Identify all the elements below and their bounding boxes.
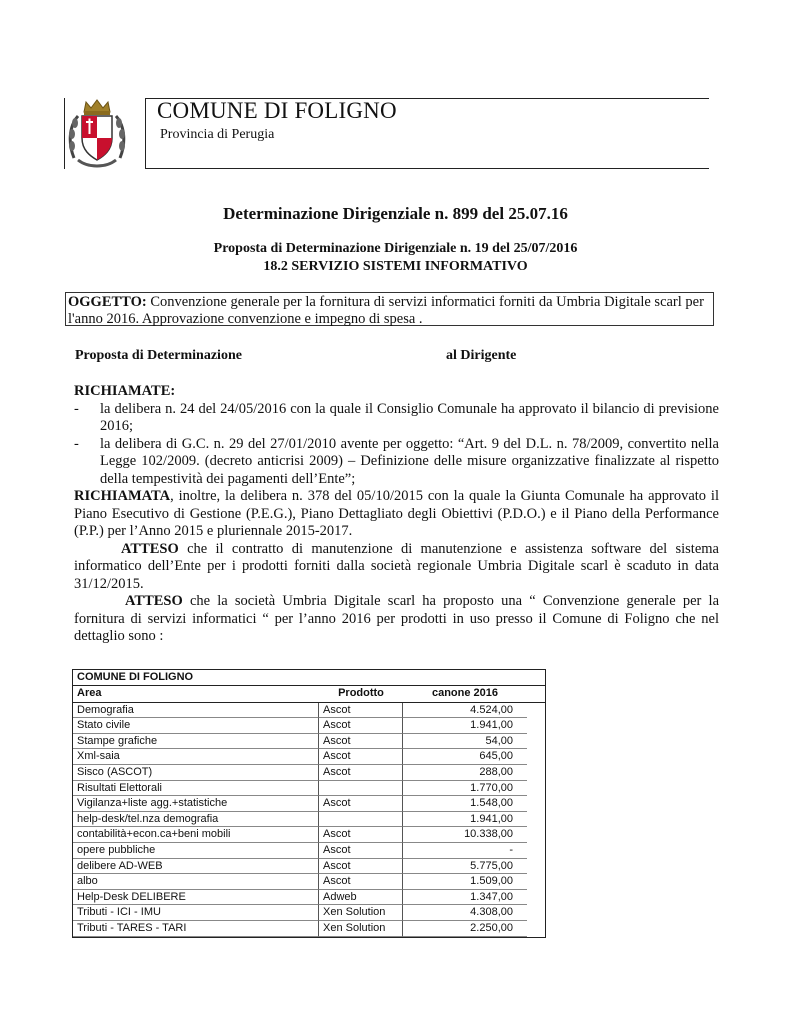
servizio-name: 18.2 SERVIZIO SISTEMI INFORMATIVO <box>263 259 528 274</box>
cell-prodotto: Ascot <box>319 718 403 734</box>
cell-canone: 4.524,00 <box>403 703 527 719</box>
table-row <box>73 765 545 781</box>
header-left-rule <box>64 98 65 169</box>
cell-prodotto: Ascot <box>319 703 403 719</box>
table-row <box>73 812 545 828</box>
oggetto-text: Convenzione generale per la fornitura di servizi informatici forniti da Umbria Digitale scarl per l'anno 2016. Approvazione convenzione e impegno di spesa . <box>68 294 704 327</box>
cell-canone: 2.250,00 <box>403 921 527 937</box>
table-body <box>73 703 545 937</box>
table-row <box>73 859 545 875</box>
list-item <box>74 436 719 489</box>
richiamata-label: RICHIAMATA <box>74 488 171 504</box>
cell-canone: 1.509,00 <box>403 874 527 890</box>
table-caption: COMUNE DI FOLIGNO <box>73 670 545 686</box>
cell-canone: 288,00 <box>403 765 527 781</box>
oggetto-box <box>65 292 714 326</box>
cell-prodotto: Ascot <box>319 734 403 750</box>
cell-prodotto: Ascot <box>319 859 403 875</box>
column-header-prodotto: Prodotto <box>338 687 384 699</box>
table-header-row <box>73 686 545 703</box>
cell-canone: 5.775,00 <box>403 859 527 875</box>
atteso-label: ATTESO <box>121 540 179 557</box>
cell-prodotto: Xen Solution <box>319 921 403 937</box>
cell-canone: 645,00 <box>403 749 527 765</box>
atteso-paragraph <box>74 541 719 594</box>
table-row <box>73 921 545 937</box>
cell-area: Risultati Elettorali <box>73 781 319 797</box>
cell-prodotto: Ascot <box>319 796 403 812</box>
column-header-canone: canone 2016 <box>431 687 499 699</box>
cell-prodotto: Ascot <box>319 749 403 765</box>
body-text <box>74 383 719 646</box>
cell-canone: 1.548,00 <box>403 796 527 812</box>
table-row <box>73 718 545 734</box>
cell-prodotto: Ascot <box>319 843 403 859</box>
cell-prodotto <box>319 812 403 828</box>
cell-canone: 4.308,00 <box>403 905 527 921</box>
table-row <box>73 734 545 750</box>
list-dash: - <box>74 435 79 452</box>
cell-area: Stato civile <box>73 718 319 734</box>
coat-of-arms-icon <box>66 98 128 170</box>
cell-canone: - <box>403 843 527 859</box>
cell-area: Vigilanza+liste agg.+statistiche <box>73 796 319 812</box>
table-row <box>73 749 545 765</box>
richiamate-heading: RICHIAMATE: <box>74 383 176 399</box>
cell-canone: 10.338,00 <box>403 827 527 843</box>
cell-canone: 1.347,00 <box>403 890 527 906</box>
org-province: Provincia di Perugia <box>160 127 275 142</box>
cell-prodotto: Ascot <box>319 827 403 843</box>
cell-canone: 1.941,00 <box>403 812 527 828</box>
cell-prodotto: Adweb <box>319 890 403 906</box>
table-row <box>73 703 545 719</box>
cell-area: Xml-saia <box>73 749 319 765</box>
cell-area: delibere AD-WEB <box>73 859 319 875</box>
proposta-number: Proposta di Determinazione Dirigenziale n. 19 del 25/07/2016 <box>213 241 578 256</box>
oggetto-label: OGGETTO: <box>68 294 147 310</box>
list-item-text: la delibera di G.C. n. 29 del 27/01/2010 avente per oggetto: “Art. 9 del D.L. n. 78/2009, convertito nella Legge 102/2009. (decreto anticrisi 2009) – Definizione delle misure organizzative finalizzate al rispetto della tempestività dei pagamenti dell’Ente”; <box>100 435 719 487</box>
table-row <box>73 796 545 812</box>
proposta-label: Proposta di Determinazione <box>75 348 242 363</box>
table-row <box>73 890 545 906</box>
products-table <box>72 669 546 938</box>
org-name: COMUNE DI FOLIGNO <box>157 98 397 123</box>
cell-prodotto <box>319 781 403 797</box>
table-row <box>73 905 545 921</box>
table-row <box>73 874 545 890</box>
recipient-label: al Dirigente <box>446 348 517 363</box>
cell-area: Stampe grafiche <box>73 734 319 750</box>
list-item-text: la delibera n. 24 del 24/05/2016 con la quale il Consiglio Comunale ha approvato il bilancio di previsione 2016; <box>100 400 719 434</box>
atteso-label: ATTESO <box>125 593 183 609</box>
cell-area: Tributi - ICI - IMU <box>73 905 319 921</box>
header-divider <box>145 98 146 169</box>
cell-prodotto: Xen Solution <box>319 905 403 921</box>
header-bottom-rule <box>145 168 709 169</box>
atteso-paragraph <box>74 593 719 646</box>
table-row <box>73 781 545 797</box>
cell-prodotto: Ascot <box>319 874 403 890</box>
table-row <box>73 843 545 859</box>
atteso-text: che la società Umbria Digitale scarl ha proposto una “ Convenzione generale per la fornitura di servizi informatici “ per l’anno 2016 per prodotti in uso presso il Comune di Foligno che nel dettaglio sono : <box>74 593 719 644</box>
cell-prodotto: Ascot <box>319 765 403 781</box>
cell-area: Demografia <box>73 703 319 719</box>
cell-area: contabilità+econ.ca+beni mobili <box>73 827 319 843</box>
list-dash: - <box>74 400 79 417</box>
cell-area: opere pubbliche <box>73 843 319 859</box>
cell-area: Tributi - TARES - TARI <box>73 921 319 937</box>
richiamata-paragraph <box>74 488 719 541</box>
cell-canone: 1.941,00 <box>403 718 527 734</box>
atteso-text: che il contratto di manutenzione di manutenzione e assistenza software del sistema informatico dell’Ente per i prodotti forniti dalla società regionale Umbria Digitale scarl è scaduto in data 31/12/2015. <box>74 540 719 592</box>
richiamata-text: , inoltre, la delibera n. 378 del 05/10/2015 con la quale la Giunta Comunale ha approvato il Piano Esecutivo di Gestione (P.E.G.), Piano Dettagliato degli Obiettivi (P.D.O.) e il Piano della Performance (P.P.) per l’Anno 2015 e pluriennale 2015-2017. <box>74 488 719 539</box>
list-item <box>74 401 719 436</box>
cell-area: help-desk/tel.nza demografia <box>73 812 319 828</box>
cell-area: albo <box>73 874 319 890</box>
cell-area: Help-Desk DELIBERE <box>73 890 319 906</box>
determinazione-title: Determinazione Dirigenziale n. 899 del 25.07.16 <box>223 204 568 223</box>
cell-canone: 1.770,00 <box>403 781 527 797</box>
cell-area: Sisco (ASCOT) <box>73 765 319 781</box>
column-header-area: Area <box>77 687 102 699</box>
table-row <box>73 827 545 843</box>
cell-canone: 54,00 <box>403 734 527 750</box>
